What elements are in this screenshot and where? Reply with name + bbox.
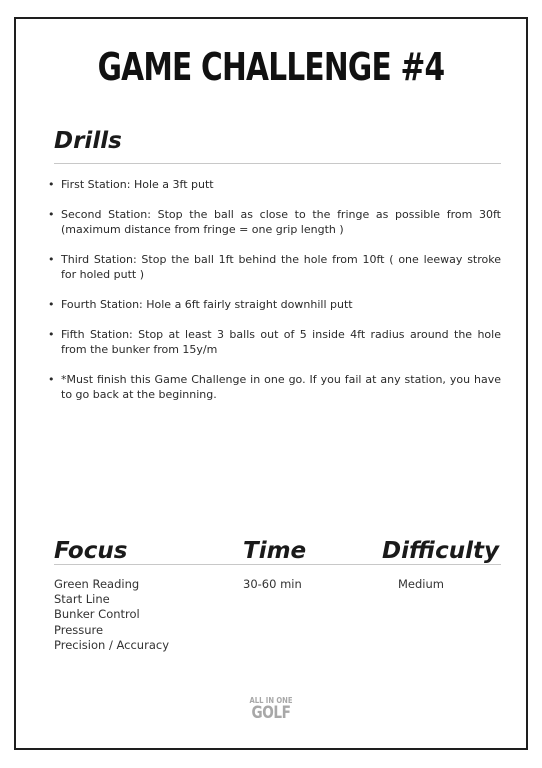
focus-list: [54, 577, 169, 653]
logo-bottom-text: GOLF: [251, 703, 291, 723]
time-heading: Time: [243, 538, 307, 564]
drills-heading: Drills: [54, 128, 122, 154]
focus-heading: Focus: [54, 538, 128, 564]
difficulty-heading: Difficulty: [382, 538, 500, 564]
focus-item: Start Line: [54, 592, 110, 607]
focus-item: Bunker Control: [54, 607, 140, 622]
difficulty-value: Medium: [398, 577, 444, 591]
bullet-icon: •: [48, 253, 55, 266]
bullet-icon: •: [48, 328, 55, 341]
brand-logo: [240, 696, 302, 722]
drill-text: Second Station: Stop the ball as close to the fringe as possible from 30ft (maximum distance from fringe = one grip length ): [61, 208, 501, 236]
drill-text: Fourth Station: Hole a 6ft fairly straight downhill putt: [61, 298, 353, 311]
drills-list: [48, 177, 501, 417]
focus-item: Pressure: [54, 622, 104, 637]
drill-text: Third Station: Stop the ball 1ft behind the hole from 10ft ( one leeway stroke for holed putt ): [61, 253, 501, 281]
page-title: GAME CHALLENGE #4: [97, 45, 445, 89]
summary-divider: [54, 564, 501, 565]
drills-divider: [54, 163, 501, 164]
list-item: [48, 297, 501, 312]
list-item: [48, 177, 501, 192]
bullet-icon: •: [48, 373, 55, 386]
list-item: [48, 372, 501, 402]
focus-item: Precision / Accuracy: [54, 637, 169, 652]
bullet-icon: •: [48, 178, 55, 191]
list-item: [48, 327, 501, 357]
drill-text: Fifth Station: Stop at least 3 balls out of 5 inside 4ft radius around the hole from the bunker from 15y/m: [61, 328, 501, 356]
bullet-icon: •: [48, 298, 55, 311]
drill-text: *Must finish this Game Challenge in one go. If you fail at any station, you have to go back at the beginning.: [61, 373, 501, 401]
bullet-icon: •: [48, 208, 55, 221]
logo-top-text: ALL IN ONE: [249, 696, 293, 705]
drill-text: First Station: Hole a 3ft putt: [61, 178, 214, 191]
focus-item: Green Reading: [54, 577, 140, 591]
list-item: [48, 207, 501, 237]
time-value: 30-60 min: [243, 577, 302, 591]
list-item: [48, 252, 501, 282]
